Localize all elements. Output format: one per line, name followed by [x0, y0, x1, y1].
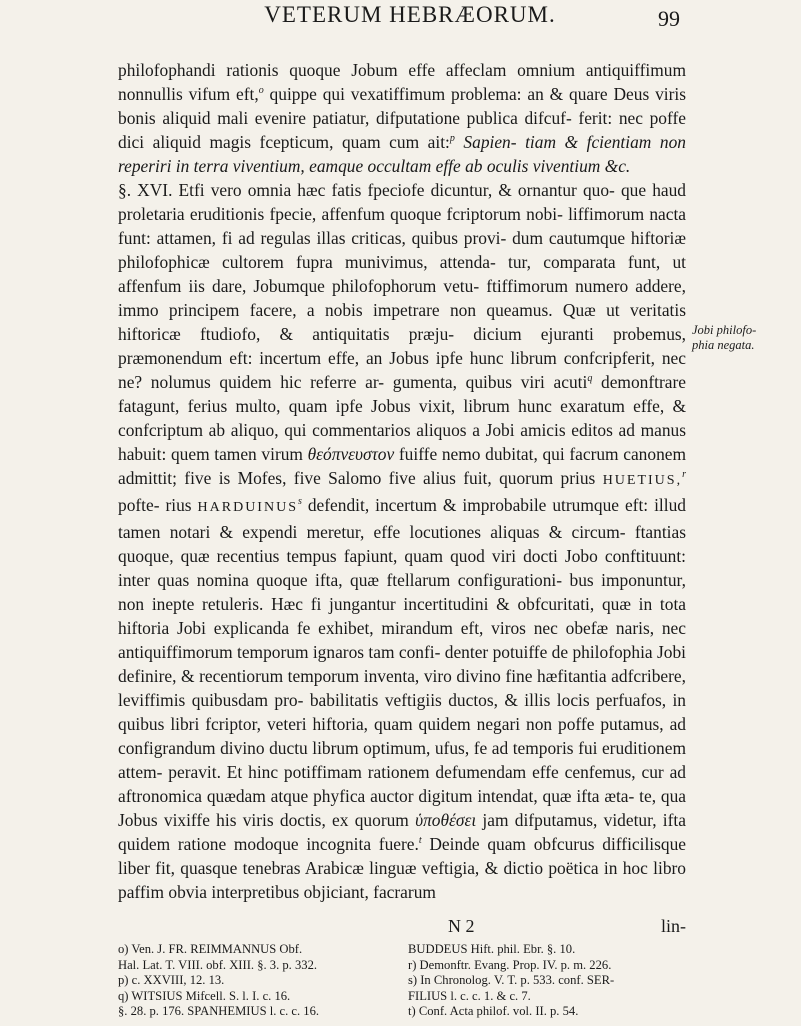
greek-word: θεόπνευστον [307, 444, 395, 464]
text-line: §. XVI. Etfi vero omnia hæc fatis fpeciofe dicuntur, & ornantur quo- [118, 180, 615, 200]
text-line: dum cautumque hiftoriæ philofophicæ cultorem fupra munivimus, attenda- [118, 228, 686, 272]
text-line: ipfe hunc librum confcripferit, nec ne? nolumus quidem hic referre ar- [118, 348, 686, 392]
text-line: te, qua Jobus vixiffe his viris doctis, ex quorum [118, 786, 686, 830]
margin-note-line: Jobi philofo- [692, 323, 757, 337]
text-line: illud tamen notari & expendi meretur, effe locutiones aliquas & circum- [118, 495, 686, 542]
text-line: ftiffimorum numero addere, immo principem facere, a nobis impetrare [118, 276, 686, 320]
footnote: s) In Chronolog. V. T. p. 533. conf. SER- [408, 973, 615, 987]
text-line: tur, comparata funt, ut affenfum iis dare, Jobumque philofophorum vetu- [118, 252, 686, 296]
text-line: obfcurus difficilisque liber fit, quasque tenebras Arabicæ linguæ veftigia, & [118, 834, 686, 878]
margin-note [692, 323, 792, 363]
footnotes-left-column [118, 942, 403, 1020]
text-line: inventa, viro divino fine hæfitantia adfcribere, leviffimis quibusdam pro- [118, 666, 686, 710]
text-line: aftronomica quædam atque phyfica auctor digitum intendat, quæ ifta æta- [118, 786, 635, 806]
footnotes-right-column [408, 942, 693, 1020]
main-text [118, 58, 686, 938]
text-line: Deinde quam [429, 834, 526, 854]
footnotes [118, 942, 688, 1026]
text-line: Deus viris bonis aliquid mali evenire patiatur, difputatione publica difcuf- [118, 84, 686, 128]
text-line: videtur, ifta quidem ratione modoque incognita fuere. [118, 810, 686, 854]
footnote: Hal. Lat. T. VIII. obf. XIII. §. 3. p. 332. [118, 957, 318, 972]
text-line: ipfe Jobus vixit, librum hunc exaratum effe, & confcriptum ab aliquo, qui [118, 396, 687, 440]
footnote: p) c. XXVIII, 12. 13. [118, 973, 225, 987]
text-line: commentarios aliquos a Jobi amicis editos ad manus habuit: quem tamen [118, 420, 686, 464]
text-line: fuiffe nemo dubitat, qui facrum canonem admittit; five [118, 444, 687, 488]
text-line: rius [165, 495, 192, 515]
footnote-mark: o [258, 85, 264, 97]
text-line: viros nec obefæ naris, nec antiquiffimorum temporum ignaros tam confi- [118, 618, 686, 662]
text-line: denter potuiffe de philofophia Jobi definire, & recentiorum temporum [118, 642, 686, 686]
text-line: ftantias quoque, quæ recentius tempus fapiunt, quam quod viri docti Jobo [118, 522, 686, 566]
text-line: bus imponuntur, non inepte retuleris. Hæc fi jungantur incertitudini & [118, 570, 686, 614]
text-line: veteri hiftoria, quam quidem negari non poffe putamus, ad configrandum [118, 714, 686, 758]
footnote-mark: q [587, 373, 593, 385]
footnote: t) Conf. Acta philof. vol. II. p. 54. [408, 1004, 579, 1018]
margin-note-line: phia negata. [692, 338, 755, 352]
text-line: jam difputamus, [482, 810, 598, 830]
text-line: babilitatis veftigiis ductos, & illis locis perfuafos, in quibus libri fcriptor, [118, 690, 686, 734]
text-line: is Mofes, five Salomo five alius fuit, quorum prius [218, 468, 596, 488]
text-line: nonnullis vifum eft, [118, 84, 259, 104]
footnote: q) WITSIUS Mifcell. S. l. I. c. 16. [118, 988, 291, 1003]
text-line: defendit, incertum & improbabile utrumque eft: [307, 495, 649, 515]
text-line: pofte- [118, 495, 160, 515]
footnote: §. 28. p. 176. SPANHEMIUS l. c. c. 16. [118, 1004, 320, 1018]
footnote: BUDDEUS Hift. phil. Ebr. §. 10. [408, 942, 576, 956]
signature-line [118, 916, 686, 940]
text-line: virum [261, 444, 303, 464]
text-line: que haud proletaria eruditionis fpecie, affenfum quoque fcriptorum nobi- [118, 180, 686, 224]
text-line: non queamus. Quæ ut veritatis hiftoricæ ftudiofo, & antiquitatis præju- [118, 300, 686, 344]
text-line: liffimorum nacta funt: attamen, fi ad regulas illas criticas, quibus provi- [118, 204, 686, 248]
text-line: conftituunt: inter quas nomina quoque ifta, quæ ftellarum configurationi- [118, 546, 687, 590]
page-number: 99 [658, 6, 680, 31]
footnote: r) Demonftr. Evang. Prop. IV. p. m. 226. [408, 957, 612, 972]
footnote: o) Ven. J. FR. REIMMANNUS Obf. [118, 942, 303, 956]
footnote-mark: r [682, 469, 686, 481]
text-line: quippe qui vexatiffimum problema: an & quare [269, 84, 608, 104]
text-line: dictio poëtica in hoc libro paffim obvia interpretibus objiciant, facrarum [118, 858, 686, 902]
signature-mark: N 2 [448, 916, 475, 936]
footnote-mark: p [449, 133, 455, 145]
text-line: philofophandi rationis quoque Jobum effe affeclam omnium antiquiffimum [118, 60, 686, 80]
text-line: obfcuritati, quæ in tota hiftoria Jobi explicanda fe exhibet, mirandum eft, [118, 594, 687, 638]
author-name: HARDUINUS [197, 500, 298, 515]
text-line: ferit: nec poffe dici aliquid magis fcepticum, quam cum ait: [118, 108, 686, 152]
text-line: gumenta, quibus viri acuti [392, 372, 588, 392]
text-line: peravit. Et hinc potiffimam rationem defumendam effe cenfemus, cur ad [168, 762, 686, 782]
greek-word: ὑποθέσει [415, 810, 477, 830]
text-line: demonftrare fatagunt, ferius multo, quam [118, 372, 686, 416]
footnote-mark: t [418, 835, 422, 847]
running-header: VETERUM HEBRÆORUM. [264, 2, 556, 27]
paragraph-2 [118, 178, 686, 904]
text-line: dicium ejuranti probemus, præmonendum eft: incertum effe, an Jobus [118, 324, 687, 368]
footnote: FILIUS l. c. c. 1. & c. 7. [408, 988, 531, 1003]
quotation: Sapien- [463, 132, 517, 152]
author-name: HUETIUS, [602, 473, 683, 488]
quotation: ab oculis viventium &c. [465, 156, 631, 176]
footnote-mark: s [297, 496, 302, 508]
quotation: tiam & fcientiam non reperiri in terra viventium, eamque occultam effe [118, 132, 686, 176]
paragraph-1 [118, 58, 686, 178]
text-line: divino ductu librum optimum, ufus, fe ad temporis fui eruditionem attem- [118, 738, 686, 782]
catchword: lin- [661, 916, 686, 936]
